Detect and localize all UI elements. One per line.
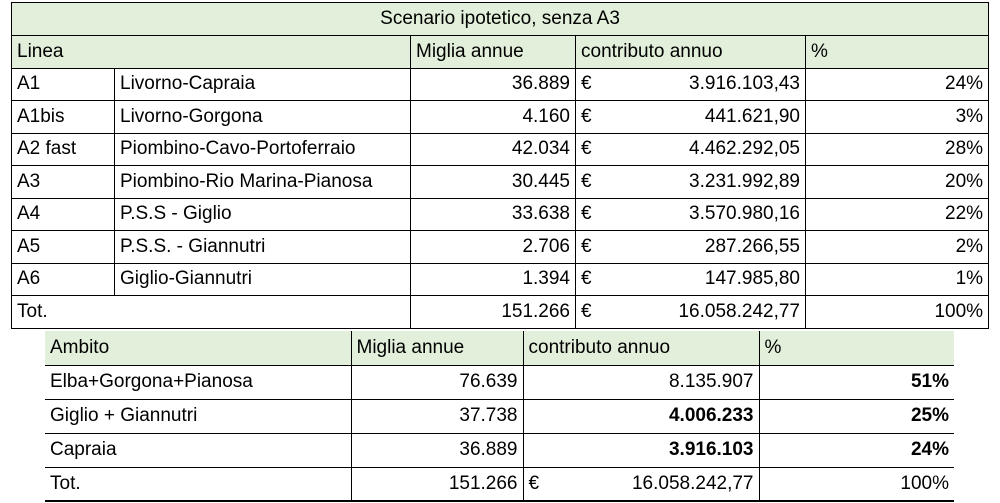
row-code: A1bis xyxy=(12,101,115,134)
total-pct: 100% xyxy=(759,467,954,501)
row-code: A6 xyxy=(12,263,115,296)
row-amount: 287.266,55 xyxy=(604,231,806,264)
row-amount: 4.006.233 xyxy=(523,399,759,433)
row-code: A1 xyxy=(12,68,115,101)
table-row xyxy=(45,433,954,467)
row-amount: 147.985,80 xyxy=(604,263,806,296)
header-contributo: contributo annuo xyxy=(523,331,759,365)
row-amount: 441.621,90 xyxy=(604,101,806,134)
row-route: P.S.S. - Giannutri xyxy=(115,231,411,264)
header-miglia: Miglia annue xyxy=(411,36,576,69)
row-amount: 3.231.992,89 xyxy=(604,166,806,199)
row-route: Livorno-Capraia xyxy=(115,68,411,101)
row-currency: € xyxy=(576,198,604,231)
row-pct: 20% xyxy=(806,166,989,199)
row-miles: 37.738 xyxy=(351,399,523,433)
row-pct: 28% xyxy=(806,133,989,166)
row-currency: € xyxy=(576,263,604,296)
row-route: P.S.S - Giglio xyxy=(115,198,411,231)
row-miles: 76.639 xyxy=(351,365,523,399)
row-currency: € xyxy=(576,166,604,199)
row-code: A5 xyxy=(12,231,115,264)
row-miles: 36.889 xyxy=(411,68,576,101)
row-miles: 36.889 xyxy=(351,433,523,467)
total-label: Tot. xyxy=(12,296,411,329)
header-pct: % xyxy=(759,331,954,365)
total-amount: 16.058.242,77 xyxy=(551,467,759,501)
row-pct: 25% xyxy=(759,399,954,433)
header-ambito: Ambito xyxy=(45,331,351,365)
row-pct: 1% xyxy=(806,263,989,296)
row-pct: 22% xyxy=(806,198,989,231)
table-row xyxy=(12,68,989,101)
total-miles: 151.266 xyxy=(351,467,523,501)
row-amount: 3.916.103 xyxy=(523,433,759,467)
row-miles: 4.160 xyxy=(411,101,576,134)
total-pct: 100% xyxy=(806,296,989,329)
row-code: A4 xyxy=(12,198,115,231)
row-route: Piombino-Rio Marina-Pianosa xyxy=(115,166,411,199)
row-ambito: Elba+Gorgona+Pianosa xyxy=(45,365,351,399)
ambito-table xyxy=(45,331,954,502)
row-pct: 51% xyxy=(759,365,954,399)
header-miglia: Miglia annue xyxy=(351,331,523,365)
total-row xyxy=(45,467,954,501)
table-row xyxy=(12,198,989,231)
row-route: Giglio-Giannutri xyxy=(115,263,411,296)
row-ambito: Giglio + Giannutri xyxy=(45,399,351,433)
row-ambito: Capraia xyxy=(45,433,351,467)
row-amount: 8.135.907 xyxy=(523,365,759,399)
total-label: Tot. xyxy=(45,467,351,501)
row-code: A2 fast xyxy=(12,133,115,166)
header-row xyxy=(45,331,954,365)
row-pct: 24% xyxy=(806,68,989,101)
row-pct: 3% xyxy=(806,101,989,134)
row-amount: 4.462.292,05 xyxy=(604,133,806,166)
table-row xyxy=(45,399,954,433)
table-row xyxy=(12,101,989,134)
row-miles: 30.445 xyxy=(411,166,576,199)
header-pct: % xyxy=(806,36,989,69)
total-row xyxy=(12,296,989,329)
total-currency: € xyxy=(523,467,551,501)
table-row xyxy=(12,231,989,264)
table-row xyxy=(12,133,989,166)
row-route: Piombino-Cavo-Portoferraio xyxy=(115,133,411,166)
header-linea: Linea xyxy=(12,36,411,69)
header-contributo: contributo annuo xyxy=(576,36,806,69)
row-currency: € xyxy=(576,231,604,264)
row-miles: 42.034 xyxy=(411,133,576,166)
row-miles: 2.706 xyxy=(411,231,576,264)
total-currency: € xyxy=(576,296,604,329)
row-miles: 33.638 xyxy=(411,198,576,231)
scenario-table xyxy=(11,2,989,329)
table-row xyxy=(12,166,989,199)
row-miles: 1.394 xyxy=(411,263,576,296)
row-amount: 3.916.103,43 xyxy=(604,68,806,101)
row-pct: 24% xyxy=(759,433,954,467)
table-title: Scenario ipotetico, senza A3 xyxy=(12,3,989,36)
total-amount: 16.058.242,77 xyxy=(604,296,806,329)
row-currency: € xyxy=(576,133,604,166)
header-row xyxy=(12,36,989,69)
row-pct: 2% xyxy=(806,231,989,264)
row-amount: 3.570.980,16 xyxy=(604,198,806,231)
row-code: A3 xyxy=(12,166,115,199)
row-currency: € xyxy=(576,68,604,101)
table-row xyxy=(45,365,954,399)
row-route: Livorno-Gorgona xyxy=(115,101,411,134)
total-miles: 151.266 xyxy=(411,296,576,329)
table-row xyxy=(12,263,989,296)
row-currency: € xyxy=(576,101,604,134)
